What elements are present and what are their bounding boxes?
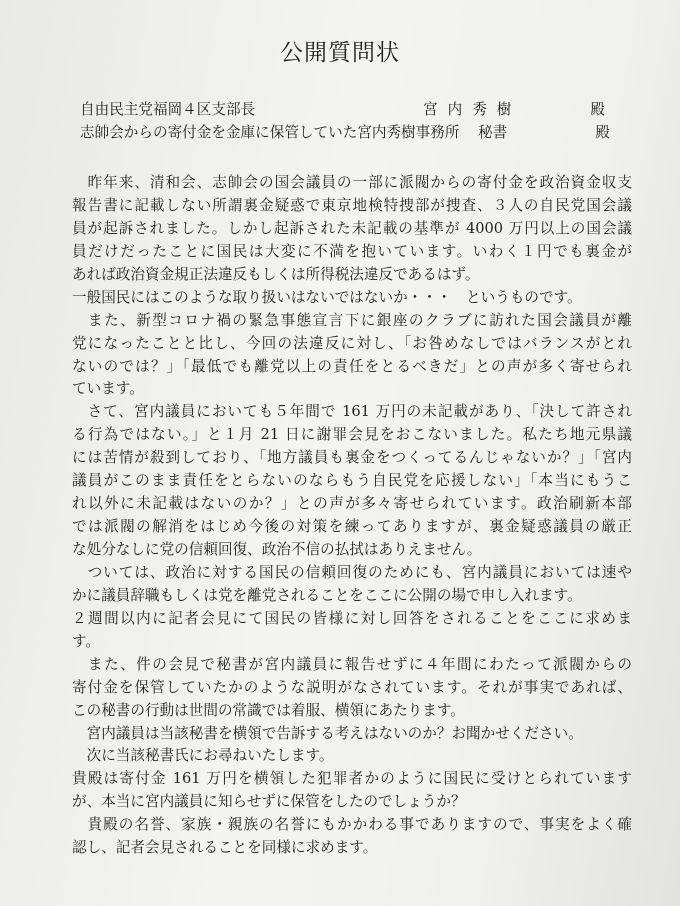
body-line: が、本当に宮内議員に知らせずに保管をしたのでしょうか？ <box>72 793 466 811</box>
body-line: 昨年来、清和会、志帥会の国会議員の一部に派閥からの寄付金を政治資金収支 <box>72 174 632 191</box>
body-line: また、件の会見で秘書が宮内議員に報告せずに４年間にわたって派閥からの <box>72 655 632 673</box>
body-line: 貴殿は寄付金 161 万円を横領した犯罪者かのように国民に受けとられています <box>72 770 632 788</box>
body-line: 員が起訴されました。しかし起訴された未記載の基準が 4000 万円以上の国会議 <box>72 219 632 237</box>
letter-body <box>72 172 632 860</box>
body-line: あれば政治資金規正法違反もしくは所得税法違反であるはず。 <box>72 265 480 283</box>
addressee-name: 宮内秀樹 <box>423 101 522 118</box>
addressee-role: 秘書 <box>478 124 508 141</box>
addressee-party-branch: 自由民主党福岡４区支部長 <box>80 101 256 118</box>
body-line: この秘書の行動は世間の常識では着服、横領にあたります。 <box>72 701 465 719</box>
body-line: 議員がこのまま責任をとらないのならもう自民党を応援しない」「本当にもうこ <box>72 472 632 490</box>
body-line: る行為ではない。」と１月 21 日に謝罪会見をおこないました。私たち地元県議 <box>72 426 632 444</box>
body-line: 党になったことと比し、今回の法違反に対し、「お咎めなしではバランスがとれ <box>72 334 632 352</box>
body-line: れ以外に未記載はないのか？」との声が多々寄せられています。政治刷新本部 <box>72 495 632 513</box>
body-line: 貴殿の名誉、家族・親族の名誉にもかかわる事でありますので、事実をよく確 <box>72 816 632 834</box>
addressee-honorific-2: 殿 <box>595 124 610 141</box>
body-line: ないのでは？」「最低でも離党以上の責任をとるべきだ」との声が多く寄せられ <box>72 357 632 375</box>
body-line: 次に当該秘書氏にお尋ねいたします。 <box>72 747 334 765</box>
body-line: 員だけだったことに国民は大変に不満を抱いています。いわく１円でも裏金が <box>72 242 632 260</box>
body-line: また、新型コロナ禍の緊急事態宣言下に銀座のクラブに訪れた国会議員が離 <box>72 311 632 329</box>
body-line: ２週間以内に記者会見にて国民の皆様に対し回答をされることをここに求めま <box>72 609 632 627</box>
body-line: ついては、政治に対する国民の信頼回復のためにも、宮内議員においては速や <box>72 563 632 581</box>
body-line: 寄付金を保管していたかのような説明がなされています。それが事実であれば、 <box>72 678 632 696</box>
document-title: 公開質問状 <box>280 40 400 66</box>
body-line: では派閥の解消をはじめ今後の対策を練ってありますが、裏金疑惑議員の厳正 <box>72 518 632 536</box>
body-line: 報告書に記載しない所謂裏金疑惑で東京地検特捜部が捜査、３人の自民党国会議 <box>72 196 632 214</box>
body-line: かに議員辞職もしくは党を離党されることをここに公開の場で申し入れます。 <box>72 586 582 604</box>
body-line: ています。 <box>72 380 144 398</box>
body-line: 宮内議員は当該秘書を横領で告訴する考えはないのか？お聞かせください。 <box>72 724 583 742</box>
body-line: な処分なしに党の信頼回復、政治不信の払拭はありえません。 <box>72 541 482 558</box>
body-line: には苦情が殺到しており、「地方議員も裏金をつくってるんじゃないか？」「宮内 <box>72 449 632 467</box>
addressee-honorific: 殿 <box>590 101 605 118</box>
addressee-office: 志帥会からの寄付金を金庫に保管していた宮内秀樹事務所 <box>80 124 460 141</box>
body-line: さて、宮内議員においても５年間で 161 万円の未記載があり、「決して許され <box>72 403 632 421</box>
body-line: 一般国民にはこのような取り扱いはないではないか・・・ というものです。 <box>72 288 582 306</box>
body-line: 認し、記者会見されることを同様に求めます。 <box>72 839 378 857</box>
body-line: す。 <box>72 632 101 650</box>
